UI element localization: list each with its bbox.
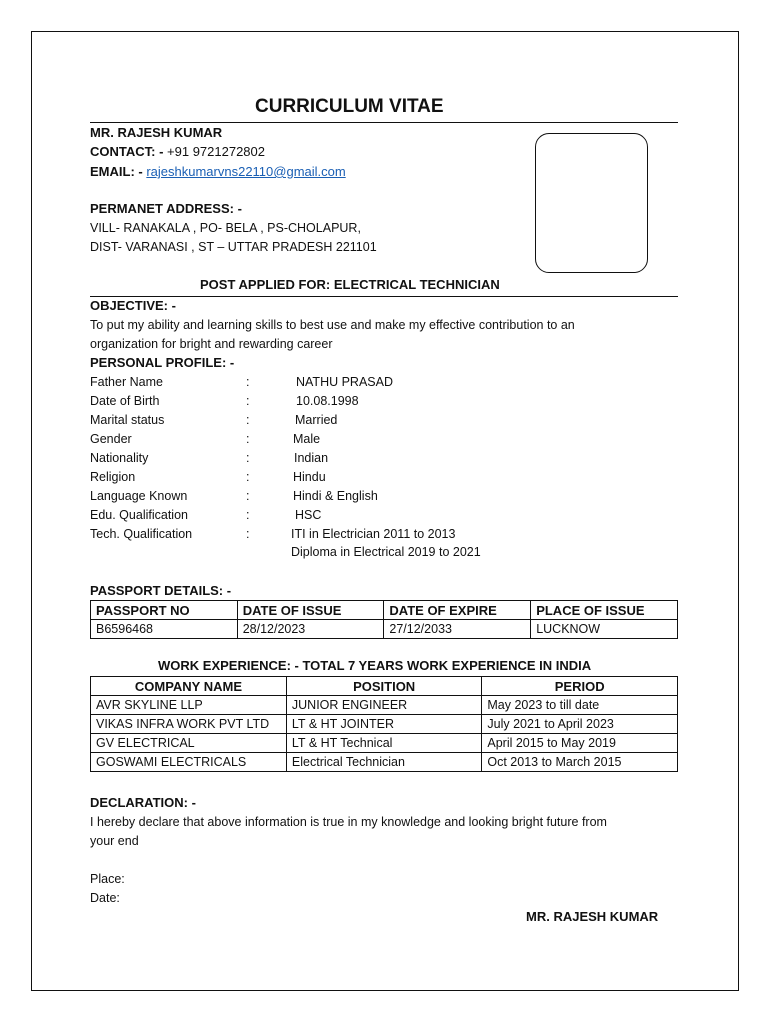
post-applied: POST APPLIED FOR: ELECTRICAL TECHNICIAN [200, 277, 500, 292]
email-label: EMAIL: - [90, 164, 147, 179]
profile-value: NATHU PRASAD [296, 375, 394, 389]
declaration-line-1: I hereby declare that above information is true in my knowledge and looking bright future from [90, 815, 607, 829]
address-line-2: DIST- VARANASI , ST – UTTAR PRADESH 221101 [90, 240, 377, 254]
document-title: CURRICULUM VITAE [255, 96, 444, 117]
profile-value: 10.08.1998 [296, 394, 359, 408]
place-label: Place: [90, 872, 125, 886]
contact-value: +91 9721272802 [167, 144, 265, 159]
work-row [91, 696, 678, 715]
profile-colon: : [246, 508, 250, 522]
work-cell: GV ELECTRICAL [91, 734, 287, 753]
profile-value: Married [295, 413, 338, 427]
profile-colon: : [246, 432, 250, 446]
passport-row [91, 620, 678, 639]
work-header-cell: PERIOD [482, 677, 678, 696]
passport-cell: B6596468 [91, 620, 238, 639]
work-cell: LT & HT JOINTER [286, 715, 481, 734]
email-link[interactable]: rajeshkumarvns22110@gmail.com [146, 164, 346, 179]
profile-label: Gender [90, 432, 132, 446]
work-cell: Electrical Technician [286, 753, 481, 772]
passport-cell: 28/12/2023 [237, 620, 384, 639]
work-cell: Oct 2013 to March 2015 [482, 753, 678, 772]
work-header-row [91, 677, 678, 696]
email-line [90, 164, 346, 179]
profile-colon: : [246, 470, 250, 484]
post-underline [90, 296, 678, 297]
profile-value: Hindu [293, 470, 326, 484]
work-cell: GOSWAMI ELECTRICALS [91, 753, 287, 772]
title-underline [90, 122, 678, 123]
work-header-cell: POSITION [286, 677, 481, 696]
work-row [91, 734, 678, 753]
contact-label: CONTACT: - [90, 144, 168, 159]
work-header-cell: COMPANY NAME [91, 677, 287, 696]
profile-colon: : [246, 489, 250, 503]
profile-colon: : [246, 527, 250, 541]
profile-colon: : [246, 394, 250, 408]
passport-header-cell: PLACE OF ISSUE [531, 601, 678, 620]
tech-qualification-line-2: Diploma in Electrical 2019 to 2021 [291, 545, 481, 559]
work-cell: JUNIOR ENGINEER [286, 696, 481, 715]
profile-label: Religion [90, 470, 136, 484]
profile-label: Edu. Qualification [90, 508, 188, 522]
passport-cell: LUCKNOW [531, 620, 678, 639]
passport-header-row [91, 601, 678, 620]
profile-value: Indian [294, 451, 329, 465]
profile-colon: : [246, 413, 250, 427]
passport-header-cell: PASSPORT NO [91, 601, 238, 620]
work-table [90, 676, 678, 772]
profile-heading: PERSONAL PROFILE: - [90, 355, 235, 370]
profile-colon: : [246, 375, 250, 389]
passport-cell: 27/12/2033 [384, 620, 531, 639]
date-label: Date: [90, 891, 120, 905]
passport-header-cell: DATE OF EXPIRE [384, 601, 531, 620]
objective-heading: OBJECTIVE: - [90, 298, 176, 313]
work-cell: April 2015 to May 2019 [482, 734, 678, 753]
photo-placeholder [535, 133, 648, 273]
profile-value: Male [293, 432, 321, 446]
profile-label: Language Known [90, 489, 188, 503]
address-heading: PERMANET ADDRESS: - [90, 201, 242, 216]
profile-value: ITI in Electrician 2011 to 2013 [291, 527, 456, 541]
work-row [91, 753, 678, 772]
profile-colon: : [246, 451, 250, 465]
work-cell: LT & HT Technical [286, 734, 481, 753]
declaration-heading: DECLARATION: - [90, 795, 196, 810]
declaration-line-2: your end [90, 834, 139, 848]
profile-label: Tech. Qualification [90, 527, 193, 541]
work-cell: VIKAS INFRA WORK PVT LTD [91, 715, 287, 734]
work-row [91, 715, 678, 734]
work-heading: WORK EXPERIENCE: - TOTAL 7 YEARS WORK EXPERIENCE IN INDIA [158, 658, 592, 673]
work-cell: May 2023 to till date [482, 696, 678, 715]
profile-label: Date of Birth [90, 394, 160, 408]
profile-label: Marital status [90, 413, 165, 427]
work-cell: AVR SKYLINE LLP [91, 696, 287, 715]
passport-table [90, 600, 678, 639]
profile-label: Father Name [90, 375, 163, 389]
work-cell: July 2021 to April 2023 [482, 715, 678, 734]
passport-header-cell: DATE OF ISSUE [237, 601, 384, 620]
candidate-name: MR. RAJESH KUMAR [90, 125, 223, 140]
contact-line [90, 144, 265, 159]
objective-line-2: organization for bright and rewarding career [90, 337, 333, 351]
profile-label: Nationality [90, 451, 149, 465]
address-line-1: VILL- RANAKALA , PO- BELA , PS-CHOLAPUR, [90, 221, 361, 235]
objective-line-1: To put my ability and learning skills to best use and make my effective contribution to an [90, 318, 575, 332]
profile-value: Hindi & English [293, 489, 378, 503]
profile-value: HSC [295, 508, 322, 522]
signature-name: MR. RAJESH KUMAR [526, 909, 659, 924]
passport-heading: PASSPORT DETAILS: - [90, 583, 232, 598]
